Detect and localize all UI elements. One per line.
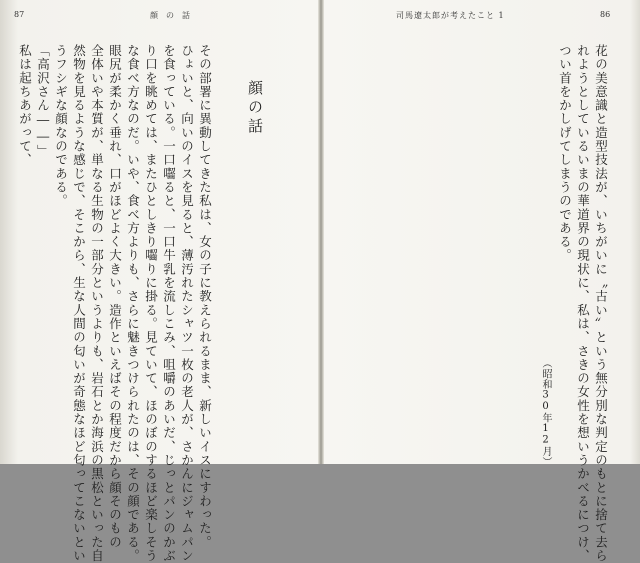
text-column: 然物を見るような感じで、そこから、生な人間の匂いが奇態なほど匂ってこないとい — [71, 44, 87, 563]
text-column: つい首をかしげてしまうのである。 — [557, 44, 573, 263]
text-column: を食っている。一口囓ると、一口牛乳を流しこみ、咀嚼のあいだ、じっとパンのかぶ — [161, 44, 177, 563]
right-page — [324, 0, 640, 563]
text-column: 眼尻が柔かく垂れ、口がほどよく大きい。造作といえばその程度だから顔そのもの — [107, 44, 123, 550]
text-column: 「高沢さん――」 — [35, 44, 51, 159]
running-head-right: 司馬遼太郎が考えたこと 1 — [396, 11, 505, 20]
text-column: り口を眺めては、またひとしきり囓りに掛る。見ていて、ほのぼのするほど楽しそう — [143, 44, 159, 563]
text-column: うフシギな顔なのである。 — [53, 44, 69, 208]
text-column: 花の美意識と造型技法が、いちがいに〝古い〟という無分別な判定のもとに捨て去ら — [593, 44, 609, 563]
text-column: れようとしているいまの華道界の現状に、私は、さきの女性を想いうかべるにつけ、 — [575, 44, 591, 563]
left-page — [0, 0, 318, 563]
running-head-left: 顔の話 — [150, 11, 198, 20]
text-column: な食べ方なのだ。いや、食べ方よりも、さらに魅きつけられたのは、その顔である。 — [125, 44, 141, 563]
essay-title: 顔の話 — [246, 80, 264, 137]
text-column: 私は起ちあがって、 — [17, 44, 33, 167]
text-column: その部署に異動してきた私は、女の子に教えられるまま、新しいイスにすわった。 — [197, 44, 213, 550]
text-column: 全体いや本質が、単なる生物の一部分というよりも、岩石とか海浜の黒松といった自 — [89, 44, 105, 563]
page-number-right: 86 — [600, 10, 611, 19]
page-number-left: 87 — [14, 10, 25, 19]
date-note: （昭和30年12月） — [540, 358, 551, 467]
text-column: ひょいと、向いのイスを見ると、薄汚れたシャツ一枚の老人が、さかんにジャムパン — [179, 44, 195, 563]
